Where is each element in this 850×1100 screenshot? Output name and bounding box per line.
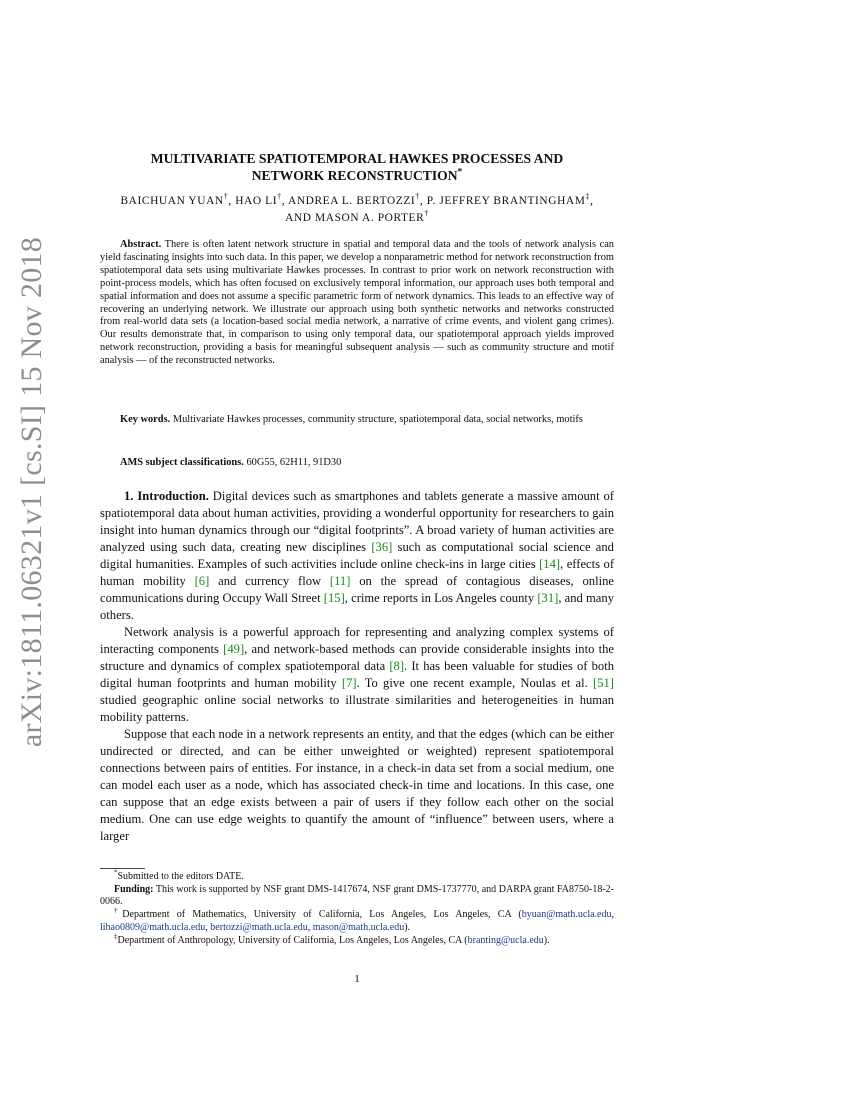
citation-36[interactable]: [36] xyxy=(371,540,393,554)
email-link-porter[interactable]: mason@math.ucla.edu xyxy=(312,921,405,933)
author-brantingham: P. JEFFREY BRANTINGHAM xyxy=(426,195,586,207)
author-line-1: BAICHUAN YUAN†, HAO LI†, ANDREA L. BERTOZZI†, P. JEFFREY BRANTINGHAM‡, xyxy=(120,192,594,207)
paper-title xyxy=(100,150,614,184)
citation-14[interactable]: [14] xyxy=(539,557,561,571)
abstract xyxy=(100,239,614,368)
footnote-rule xyxy=(100,868,145,869)
keywords-label: Key words. xyxy=(120,414,171,425)
affil-mark: † xyxy=(415,192,420,202)
introduction-section xyxy=(100,488,614,845)
email-link-bertozzi[interactable]: bertozzi@math.ucla.edu xyxy=(210,921,308,933)
author-and: AND xyxy=(285,212,312,224)
citation-11[interactable]: [11] xyxy=(329,574,351,588)
title-footnote-mark: * xyxy=(457,167,463,178)
title-line-2-text: NETWORK RECONSTRUCTION xyxy=(251,168,458,183)
keywords xyxy=(100,414,614,427)
intro-paragraph-3: Suppose that each node in a network represents an entity, and that the edges (which can be either undirected or directed, and can be either unweighted or weighted) represent spatiotemporal connections between pairs of entities. For instance, in a check-in data set from a social medium, one can model each user as a node, which has associated check-in time and locations. In this case, one can suppose that an edge exists between a pair of users if they follow each other on the social medium. One can use edge weights to quantify the amount of “influence” between users, where a larger xyxy=(100,727,614,843)
email-link-yuan[interactable]: byuan@math.ucla.edu xyxy=(521,909,612,921)
citation-7[interactable]: [7] xyxy=(341,676,357,690)
affil-mark: † xyxy=(223,192,229,202)
footnote-mark: ‡ xyxy=(114,932,118,941)
citation-49[interactable]: [49] xyxy=(223,642,245,656)
author-porter: MASON A. PORTER xyxy=(315,212,425,224)
ams-text: 60G55, 62H11, 91D30 xyxy=(246,457,342,468)
arxiv-identifier: arXiv:1811.06321v1 [cs.SI] 15 Nov 2018 xyxy=(15,236,48,748)
citation-8[interactable]: [8] xyxy=(389,659,405,673)
intro-paragraph-1: 1. Introduction. Digital devices such as smartphones and tablets generate a massive amount of spatiotemporal data about human activities, providing a wonderful opportunity for researchers to gain insight into human dynamics through our “digital footprints”. A broad variety of human activities are analyzed using such data, creating new disciplines [36] such as computational social science and digital humanities. Examples of such activities include online check-ins in large cities [14], effects of human mobility [6] and currency flow [11] on the spread of contagious diseases, online communications during Occupy Wall Street [15], crime reports in Los Angeles county [31], and many others. xyxy=(100,489,615,622)
ams-label: AMS subject classifications. xyxy=(120,457,244,468)
author-list xyxy=(100,193,614,227)
affil-mark: † xyxy=(277,192,282,202)
footnote-anthropology-dept: ‡Department of Anthropology, University of California, Los Angeles, Los Angeles, CA (branting@ucla.edu). xyxy=(114,932,550,946)
citation-51[interactable]: [51] xyxy=(593,676,614,690)
section-heading: 1. Introduction. xyxy=(124,489,209,503)
intro-paragraph-2: Network analysis is a powerful approach for representing and analyzing complex systems of interacting components [49], and network-based methods can provide considerable insights into the structure and dynamics of complex spatiotemporal data [8]. It has been valuable for studies of both digital human footprints and human mobility [7]. To give one recent example, Noulas et al. [51] studied geographic online social networks to illustrate similarities and heterogeneities in human mobility patterns. xyxy=(100,625,614,724)
title-line-1: MULTIVARIATE SPATIOTEMPORAL HAWKES PROCESSES AND xyxy=(150,151,564,166)
footnote-mark: † xyxy=(114,906,123,915)
footnotes xyxy=(100,868,614,947)
footnote-math-dept: †Department of Mathematics, University of California, Los Angeles, Los Angeles, CA (byuan@math.ucla.edu, lihao0809@math.ucla.edu, bertozzi@math.ucla.edu, mason@math.ucla.edu). xyxy=(100,906,614,933)
email-link-li[interactable]: lihao0809@math.ucla.edu xyxy=(100,921,206,933)
footnote-mark: * xyxy=(114,868,118,877)
author-bertozzi: ANDREA L. BERTOZZI xyxy=(288,195,416,207)
footnote-submitted: *Submitted to the editors DATE. xyxy=(114,868,244,882)
footnote-funding: Funding: This work is supported by NSF grant DMS-1417674, NSF grant DMS-1737770, and DARPA grant FA8750-18-2-0066. xyxy=(100,883,614,908)
citation-31[interactable]: [31] xyxy=(537,591,559,605)
author-li: HAO LI xyxy=(235,195,278,207)
page-number: 1 xyxy=(354,973,360,985)
title-line-2 xyxy=(100,167,614,184)
citation-15[interactable]: [15] xyxy=(323,591,345,605)
funding-label: Funding: xyxy=(114,883,154,895)
email-link-brantingham[interactable]: branting@ucla.edu xyxy=(467,934,544,946)
author-line-2 xyxy=(100,210,614,227)
keywords-text: Multivariate Hawkes processes, community structure, spatiotemporal data, social networks, motifs xyxy=(172,414,583,425)
abstract-text: There is often latent network structure in spatial and temporal data and the tools of network analysis can yield fascinating insights into such data. In this paper, we develop a nonparametric method for network reconstruction from spatiotemporal data sets using multivariate Hawkes processes. In contrast to prior work on network reconstruction with point-process models, which has often focused on exclusively temporal information, our approach uses both temporal and spatial information and does not assume a specific parametric form of network dynamics. This leads to an effective way of recovering an underlying network. We illustrate our approach using both synthetic networks and networks constructed from real-world data sets (a location-based social media network, a narrative of crime events, and violent gang crimes). Our results demonstrate that, in comparison to using only temporal data, our spatiotemporal approach yields improved network reconstruction, providing a basis for meaningful subsequent analysis — such as community structure and motif analysis — of the reconstructed networks. xyxy=(100,239,614,367)
author-yuan: BAICHUAN YUAN xyxy=(120,195,224,207)
citation-6[interactable]: [6] xyxy=(194,574,210,588)
affil-mark: † xyxy=(424,209,429,219)
abstract-label: Abstract. xyxy=(120,239,162,250)
arxiv-stamp xyxy=(12,236,52,748)
ams-classifications xyxy=(100,456,614,469)
affil-mark: ‡ xyxy=(585,192,591,202)
